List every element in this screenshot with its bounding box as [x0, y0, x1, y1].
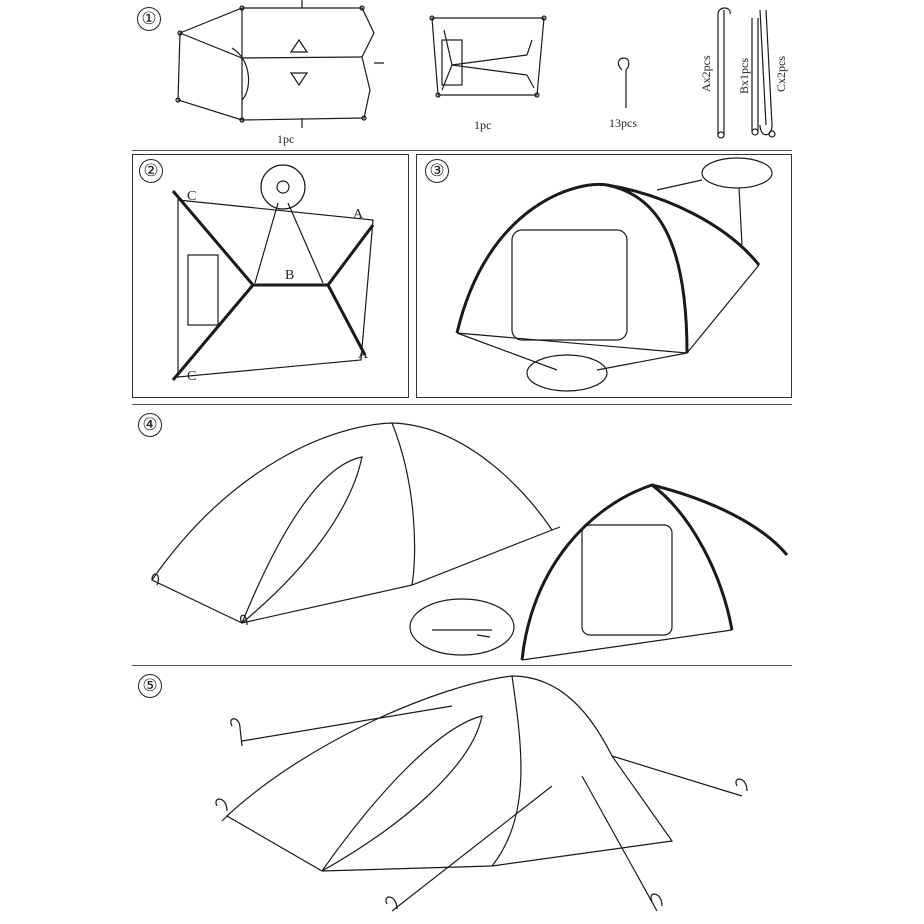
pole-a-bottom-letter: A	[358, 347, 369, 362]
step-2-panel	[132, 154, 409, 398]
flysheet-qty-label: 1pc	[277, 132, 295, 146]
step-2-number: ②	[139, 159, 163, 183]
step-5-panel	[132, 666, 792, 924]
pole-c-qty-label: Cx2pcs	[774, 56, 788, 92]
step-3-panel	[416, 154, 792, 398]
step-3-drawing	[417, 155, 793, 399]
pole-b-letter: B	[285, 268, 295, 283]
inner-tent-drawing	[430, 16, 546, 97]
step-1-panel	[132, 0, 792, 152]
step-1-number: ①	[137, 7, 161, 31]
step-4-drawing	[132, 405, 792, 665]
pole-a-top-letter: A	[353, 207, 364, 222]
step-4-panel	[132, 405, 792, 665]
pole-c-top-letter: C	[187, 189, 197, 204]
pole-c-bottom-letter: C	[187, 369, 197, 384]
flysheet-drawing	[176, 0, 384, 128]
step-2-drawing	[133, 155, 410, 399]
pole-a-qty-label: Ax2pcs	[699, 55, 713, 92]
stake-drawing	[618, 58, 628, 108]
step-3-number: ③	[425, 159, 449, 183]
separator-1	[132, 150, 792, 151]
stakes-qty-label: 13pcs	[609, 116, 637, 130]
step-5-number: ⑤	[138, 674, 162, 698]
step-5-drawing	[132, 666, 792, 924]
inner-tent-qty-label: 1pc	[474, 118, 492, 132]
pole-b-qty-label: Bx1pcs	[737, 58, 751, 94]
parts-illustration	[132, 0, 792, 152]
step-4-number: ④	[138, 413, 162, 437]
